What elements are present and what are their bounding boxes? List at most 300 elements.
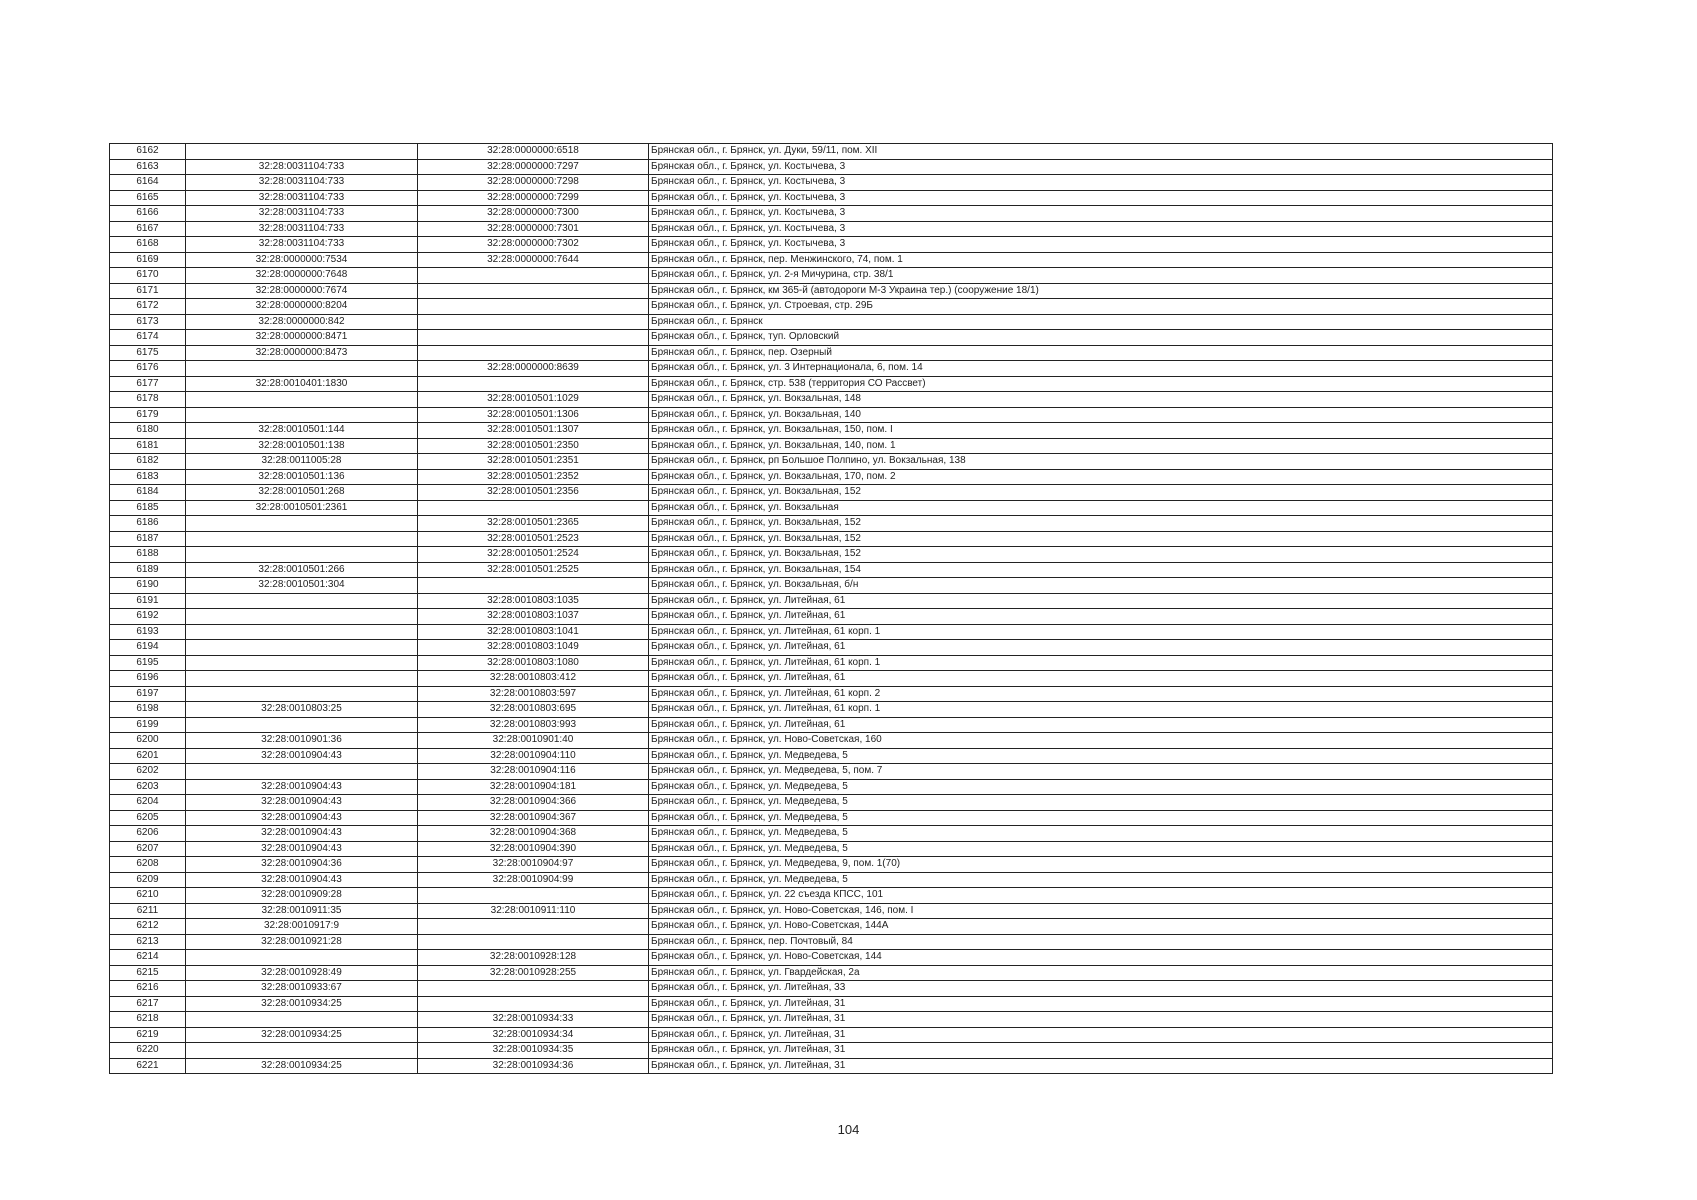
- table-row: [110, 841, 1553, 857]
- row-number-cell: 6193: [110, 624, 186, 640]
- address-cell: Брянская обл., г. Брянск, ул. Медведева, 5: [649, 841, 1553, 857]
- land-parcel-number-cell: [186, 516, 418, 532]
- object-number-cell: 32:28:0010901:40: [418, 733, 649, 749]
- address-cell: Брянская обл., г. Брянск, стр. 538 (территория СО Рассвет): [649, 376, 1553, 392]
- table-row: [110, 624, 1553, 640]
- object-number-cell: [418, 578, 649, 594]
- address-cell: Брянская обл., г. Брянск, ул. Литейная, 61 корп. 1: [649, 702, 1553, 718]
- table-row: [110, 485, 1553, 501]
- row-number-cell: 6210: [110, 888, 186, 904]
- object-number-cell: [418, 500, 649, 516]
- row-number-cell: 6199: [110, 717, 186, 733]
- address-cell: Брянская обл., г. Брянск: [649, 314, 1553, 330]
- object-number-cell: 32:28:0010904:368: [418, 826, 649, 842]
- row-number-cell: 6175: [110, 345, 186, 361]
- table-row: [110, 1027, 1553, 1043]
- object-number-cell: [418, 996, 649, 1012]
- address-cell: Брянская обл., г. Брянск, ул. Дуки, 59/11, пом. XII: [649, 144, 1553, 160]
- object-number-cell: 32:28:0010501:2351: [418, 454, 649, 470]
- address-cell: Брянская обл., г. Брянск, ул. Ново-Советская, 146, пом. I: [649, 903, 1553, 919]
- address-cell: Брянская обл., г. Брянск, ул. Ново-Советская, 144: [649, 950, 1553, 966]
- land-parcel-number-cell: 32:28:0000000:8473: [186, 345, 418, 361]
- row-number-cell: 6187: [110, 531, 186, 547]
- table-row: [110, 376, 1553, 392]
- address-cell: Брянская обл., г. Брянск, ул. Костычева, 3: [649, 159, 1553, 175]
- row-number-cell: 6211: [110, 903, 186, 919]
- object-number-cell: 32:28:0010803:1041: [418, 624, 649, 640]
- object-number-cell: 32:28:0010934:34: [418, 1027, 649, 1043]
- land-parcel-number-cell: [186, 686, 418, 702]
- land-parcel-number-cell: 32:28:0031104:733: [186, 159, 418, 175]
- land-parcel-number-cell: 32:28:0031104:733: [186, 206, 418, 222]
- table-row: [110, 996, 1553, 1012]
- land-parcel-number-cell: [186, 655, 418, 671]
- table-row: [110, 252, 1553, 268]
- object-number-cell: 32:28:0010803:695: [418, 702, 649, 718]
- address-cell: Брянская обл., г. Брянск, ул. Гвардейская, 2а: [649, 965, 1553, 981]
- table-row: [110, 764, 1553, 780]
- object-number-cell: 32:28:0000000:7301: [418, 221, 649, 237]
- table-row: [110, 640, 1553, 656]
- row-number-cell: 6166: [110, 206, 186, 222]
- land-parcel-number-cell: 32:28:0010501:136: [186, 469, 418, 485]
- land-parcel-number-cell: 32:28:0010904:43: [186, 779, 418, 795]
- address-cell: Брянская обл., г. Брянск, ул. 3 Интернационала, 6, пом. 14: [649, 361, 1553, 377]
- row-number-cell: 6203: [110, 779, 186, 795]
- object-number-cell: [418, 376, 649, 392]
- table-row: [110, 562, 1553, 578]
- land-parcel-number-cell: 32:28:0031104:733: [186, 175, 418, 191]
- land-parcel-number-cell: 32:28:0011005:28: [186, 454, 418, 470]
- object-number-cell: 32:28:0010934:35: [418, 1043, 649, 1059]
- object-number-cell: 32:28:0010904:99: [418, 872, 649, 888]
- land-parcel-number-cell: 32:28:0000000:8204: [186, 299, 418, 315]
- land-parcel-number-cell: 32:28:0031104:733: [186, 190, 418, 206]
- land-parcel-number-cell: 32:28:0010904:43: [186, 795, 418, 811]
- land-parcel-number-cell: 32:28:0010934:25: [186, 996, 418, 1012]
- land-parcel-number-cell: 32:28:0031104:733: [186, 237, 418, 253]
- row-number-cell: 6188: [110, 547, 186, 563]
- address-cell: Брянская обл., г. Брянск, ул. Костычева, 3: [649, 175, 1553, 191]
- row-number-cell: 6209: [110, 872, 186, 888]
- row-number-cell: 6183: [110, 469, 186, 485]
- address-cell: Брянская обл., г. Брянск, пер. Озерный: [649, 345, 1553, 361]
- address-cell: Брянская обл., г. Брянск, ул. Литейная, 31: [649, 996, 1553, 1012]
- table-row: [110, 1058, 1553, 1074]
- address-cell: Брянская обл., г. Брянск, ул. Литейная, 61 корп. 1: [649, 655, 1553, 671]
- address-cell: Брянская обл., г. Брянск, ул. Строевая, стр. 29Б: [649, 299, 1553, 315]
- object-number-cell: 32:28:0010501:1307: [418, 423, 649, 439]
- table-row: [110, 981, 1553, 997]
- address-cell: Брянская обл., г. Брянск, пер. Почтовый, 84: [649, 934, 1553, 950]
- land-parcel-number-cell: [186, 717, 418, 733]
- row-number-cell: 6173: [110, 314, 186, 330]
- object-number-cell: [418, 934, 649, 950]
- table-row: [110, 283, 1553, 299]
- address-cell: Брянская обл., г. Брянск, ул. Вокзальная: [649, 500, 1553, 516]
- table-row: [110, 872, 1553, 888]
- object-number-cell: 32:28:0000000:6518: [418, 144, 649, 160]
- row-number-cell: 6204: [110, 795, 186, 811]
- row-number-cell: 6190: [110, 578, 186, 594]
- table-row: [110, 655, 1553, 671]
- row-number-cell: 6162: [110, 144, 186, 160]
- address-cell: Брянская обл., г. Брянск, ул. Медведева, 5: [649, 748, 1553, 764]
- registry-table-body: [110, 144, 1553, 1074]
- table-row: [110, 221, 1553, 237]
- table-row: [110, 361, 1553, 377]
- land-parcel-number-cell: 32:28:0000000:7648: [186, 268, 418, 284]
- address-cell: Брянская обл., г. Брянск, ул. Вокзальная, 152: [649, 516, 1553, 532]
- table-row: [110, 392, 1553, 408]
- row-number-cell: 6216: [110, 981, 186, 997]
- row-number-cell: 6202: [110, 764, 186, 780]
- row-number-cell: 6178: [110, 392, 186, 408]
- object-number-cell: 32:28:0010803:412: [418, 671, 649, 687]
- address-cell: Брянская обл., г. Брянск, ул. Литейная, 33: [649, 981, 1553, 997]
- table-row: [110, 345, 1553, 361]
- land-parcel-number-cell: 32:28:0010904:43: [186, 810, 418, 826]
- land-parcel-number-cell: 32:28:0000000:842: [186, 314, 418, 330]
- object-number-cell: 32:28:0000000:7298: [418, 175, 649, 191]
- address-cell: Брянская обл., г. Брянск, ул. Медведева, 5: [649, 826, 1553, 842]
- object-number-cell: [418, 919, 649, 935]
- object-number-cell: 32:28:0010803:1037: [418, 609, 649, 625]
- row-number-cell: 6200: [110, 733, 186, 749]
- address-cell: Брянская обл., г. Брянск, ул. Литейная, 61: [649, 717, 1553, 733]
- row-number-cell: 6192: [110, 609, 186, 625]
- object-number-cell: 32:28:0010904:366: [418, 795, 649, 811]
- table-row: [110, 810, 1553, 826]
- address-cell: Брянская обл., г. Брянск, ул. Ново-Советская, 160: [649, 733, 1553, 749]
- land-parcel-number-cell: [186, 593, 418, 609]
- object-number-cell: 32:28:0000000:7644: [418, 252, 649, 268]
- address-cell: Брянская обл., г. Брянск, ул. Вокзальная, б/н: [649, 578, 1553, 594]
- table-row: [110, 903, 1553, 919]
- land-parcel-number-cell: [186, 392, 418, 408]
- table-row: [110, 454, 1553, 470]
- land-parcel-number-cell: 32:28:0000000:8471: [186, 330, 418, 346]
- address-cell: Брянская обл., г. Брянск, ул. Медведева, 5: [649, 872, 1553, 888]
- row-number-cell: 6172: [110, 299, 186, 315]
- land-parcel-number-cell: 32:28:0010904:43: [186, 872, 418, 888]
- row-number-cell: 6189: [110, 562, 186, 578]
- row-number-cell: 6168: [110, 237, 186, 253]
- table-row: [110, 407, 1553, 423]
- land-parcel-number-cell: [186, 1043, 418, 1059]
- land-parcel-number-cell: [186, 1012, 418, 1028]
- land-parcel-number-cell: [186, 764, 418, 780]
- object-number-cell: [418, 330, 649, 346]
- row-number-cell: 6167: [110, 221, 186, 237]
- land-parcel-number-cell: 32:28:0010904:43: [186, 748, 418, 764]
- land-parcel-number-cell: [186, 531, 418, 547]
- table-row: [110, 826, 1553, 842]
- land-parcel-number-cell: 32:28:0010501:304: [186, 578, 418, 594]
- address-cell: Брянская обл., г. Брянск, ул. Литейная, 61 корп. 2: [649, 686, 1553, 702]
- row-number-cell: 6205: [110, 810, 186, 826]
- table-row: [110, 733, 1553, 749]
- object-number-cell: 32:28:0010803:1080: [418, 655, 649, 671]
- land-parcel-number-cell: 32:28:0010401:1830: [186, 376, 418, 392]
- object-number-cell: 32:28:0010911:110: [418, 903, 649, 919]
- object-number-cell: 32:28:0010934:36: [418, 1058, 649, 1074]
- table-row: [110, 578, 1553, 594]
- land-parcel-number-cell: 32:28:0010917:9: [186, 919, 418, 935]
- row-number-cell: 6219: [110, 1027, 186, 1043]
- table-row: [110, 671, 1553, 687]
- row-number-cell: 6169: [110, 252, 186, 268]
- land-parcel-number-cell: 32:28:0000000:7674: [186, 283, 418, 299]
- row-number-cell: 6164: [110, 175, 186, 191]
- land-parcel-number-cell: 32:28:0010904:36: [186, 857, 418, 873]
- land-parcel-number-cell: [186, 609, 418, 625]
- object-number-cell: [418, 314, 649, 330]
- object-number-cell: [418, 345, 649, 361]
- object-number-cell: [418, 268, 649, 284]
- object-number-cell: 32:28:0010501:2523: [418, 531, 649, 547]
- row-number-cell: 6214: [110, 950, 186, 966]
- table-row: [110, 330, 1553, 346]
- address-cell: Брянская обл., г. Брянск, ул. Литейная, 61: [649, 640, 1553, 656]
- table-row: [110, 531, 1553, 547]
- cadastral-registry-table: [109, 143, 1553, 1074]
- table-row: [110, 469, 1553, 485]
- land-parcel-number-cell: 32:28:0010904:43: [186, 841, 418, 857]
- land-parcel-number-cell: 32:28:0010921:28: [186, 934, 418, 950]
- object-number-cell: 32:28:0010501:2524: [418, 547, 649, 563]
- land-parcel-number-cell: [186, 144, 418, 160]
- row-number-cell: 6180: [110, 423, 186, 439]
- address-cell: Брянская обл., г. Брянск, ул. Костычева, 3: [649, 221, 1553, 237]
- object-number-cell: 32:28:0010501:2352: [418, 469, 649, 485]
- object-number-cell: 32:28:0010904:116: [418, 764, 649, 780]
- table-row: [110, 795, 1553, 811]
- table-row: [110, 438, 1553, 454]
- table-row: [110, 175, 1553, 191]
- table-row: [110, 717, 1553, 733]
- object-number-cell: 32:28:0010501:2525: [418, 562, 649, 578]
- address-cell: Брянская обл., г. Брянск, рп Большое Полпино, ул. Вокзальная, 138: [649, 454, 1553, 470]
- address-cell: Брянская обл., г. Брянск, ул. Костычева, 3: [649, 190, 1553, 206]
- object-number-cell: 32:28:0010501:2350: [418, 438, 649, 454]
- table-row: [110, 314, 1553, 330]
- address-cell: Брянская обл., г. Брянск, ул. Вокзальная, 152: [649, 485, 1553, 501]
- address-cell: Брянская обл., г. Брянск, ул. Костычева, 3: [649, 206, 1553, 222]
- row-number-cell: 6194: [110, 640, 186, 656]
- address-cell: Брянская обл., г. Брянск, ул. Литейная, 31: [649, 1027, 1553, 1043]
- land-parcel-number-cell: [186, 671, 418, 687]
- row-number-cell: 6217: [110, 996, 186, 1012]
- object-number-cell: 32:28:0010803:1035: [418, 593, 649, 609]
- table-row: [110, 950, 1553, 966]
- table-row: [110, 206, 1553, 222]
- row-number-cell: 6208: [110, 857, 186, 873]
- row-number-cell: 6176: [110, 361, 186, 377]
- address-cell: Брянская обл., г. Брянск, ул. Костычева, 3: [649, 237, 1553, 253]
- table-row: [110, 159, 1553, 175]
- land-parcel-number-cell: [186, 361, 418, 377]
- address-cell: Брянская обл., г. Брянск, ул. Литейная, 31: [649, 1012, 1553, 1028]
- land-parcel-number-cell: 32:28:0031104:733: [186, 221, 418, 237]
- table-row: [110, 934, 1553, 950]
- land-parcel-number-cell: 32:28:0010501:138: [186, 438, 418, 454]
- address-cell: Брянская обл., г. Брянск, ул. 2-я Мичурина, стр. 38/1: [649, 268, 1553, 284]
- address-cell: Брянская обл., г. Брянск, туп. Орловский: [649, 330, 1553, 346]
- object-number-cell: 32:28:0010904:367: [418, 810, 649, 826]
- address-cell: Брянская обл., г. Брянск, км 365-й (автодороги М-3 Украина тер.) (сооружение 18/1): [649, 283, 1553, 299]
- row-number-cell: 6196: [110, 671, 186, 687]
- object-number-cell: [418, 299, 649, 315]
- address-cell: Брянская обл., г. Брянск, ул. Литейная, 61: [649, 593, 1553, 609]
- table-row: [110, 609, 1553, 625]
- land-parcel-number-cell: 32:28:0010928:49: [186, 965, 418, 981]
- address-cell: Брянская обл., г. Брянск, ул. Вокзальная, 140, пом. 1: [649, 438, 1553, 454]
- table-row: [110, 748, 1553, 764]
- row-number-cell: 6185: [110, 500, 186, 516]
- object-number-cell: 32:28:0010501:1306: [418, 407, 649, 423]
- table-row: [110, 593, 1553, 609]
- land-parcel-number-cell: 32:28:0010934:25: [186, 1058, 418, 1074]
- row-number-cell: 6191: [110, 593, 186, 609]
- table-row: [110, 919, 1553, 935]
- object-number-cell: 32:28:0010803:993: [418, 717, 649, 733]
- land-parcel-number-cell: 32:28:0010501:144: [186, 423, 418, 439]
- table-row: [110, 965, 1553, 981]
- row-number-cell: 6218: [110, 1012, 186, 1028]
- row-number-cell: 6197: [110, 686, 186, 702]
- object-number-cell: 32:28:0000000:7297: [418, 159, 649, 175]
- address-cell: Брянская обл., г. Брянск, пер. Менжинского, 74, пом. 1: [649, 252, 1553, 268]
- table-row: [110, 500, 1553, 516]
- table-row: [110, 237, 1553, 253]
- object-number-cell: 32:28:0000000:7300: [418, 206, 649, 222]
- land-parcel-number-cell: [186, 640, 418, 656]
- land-parcel-number-cell: [186, 950, 418, 966]
- row-number-cell: 6201: [110, 748, 186, 764]
- table-row: [110, 268, 1553, 284]
- row-number-cell: 6221: [110, 1058, 186, 1074]
- land-parcel-number-cell: 32:28:0000000:7534: [186, 252, 418, 268]
- row-number-cell: 6206: [110, 826, 186, 842]
- object-number-cell: 32:28:0010904:97: [418, 857, 649, 873]
- row-number-cell: 6171: [110, 283, 186, 299]
- address-cell: Брянская обл., г. Брянск, ул. Литейная, 61: [649, 671, 1553, 687]
- land-parcel-number-cell: 32:28:0010501:268: [186, 485, 418, 501]
- row-number-cell: 6179: [110, 407, 186, 423]
- table-row: [110, 779, 1553, 795]
- row-number-cell: 6207: [110, 841, 186, 857]
- row-number-cell: 6174: [110, 330, 186, 346]
- address-cell: Брянская обл., г. Брянск, ул. Медведева, 9, пом. 1(70): [649, 857, 1553, 873]
- land-parcel-number-cell: 32:28:0010934:25: [186, 1027, 418, 1043]
- land-parcel-number-cell: 32:28:0010909:28: [186, 888, 418, 904]
- object-number-cell: 32:28:0000000:7299: [418, 190, 649, 206]
- land-parcel-number-cell: 32:28:0010904:43: [186, 826, 418, 842]
- object-number-cell: 32:28:0010501:2365: [418, 516, 649, 532]
- object-number-cell: 32:28:0010501:2356: [418, 485, 649, 501]
- row-number-cell: 6195: [110, 655, 186, 671]
- row-number-cell: 6198: [110, 702, 186, 718]
- object-number-cell: 32:28:0010928:128: [418, 950, 649, 966]
- address-cell: Брянская обл., г. Брянск, ул. Литейная, 31: [649, 1058, 1553, 1074]
- land-parcel-number-cell: 32:28:0010501:266: [186, 562, 418, 578]
- object-number-cell: 32:28:0010934:33: [418, 1012, 649, 1028]
- object-number-cell: 32:28:0010803:597: [418, 686, 649, 702]
- address-cell: Брянская обл., г. Брянск, ул. Вокзальная, 170, пом. 2: [649, 469, 1553, 485]
- row-number-cell: 6170: [110, 268, 186, 284]
- address-cell: Брянская обл., г. Брянск, ул. Литейная, 61: [649, 609, 1553, 625]
- row-number-cell: 6163: [110, 159, 186, 175]
- address-cell: Брянская обл., г. Брянск, ул. Вокзальная, 152: [649, 531, 1553, 547]
- object-number-cell: 32:28:0010904:110: [418, 748, 649, 764]
- row-number-cell: 6213: [110, 934, 186, 950]
- object-number-cell: 32:28:0000000:8639: [418, 361, 649, 377]
- table-row: [110, 1012, 1553, 1028]
- row-number-cell: 6165: [110, 190, 186, 206]
- page-number: 104: [837, 1122, 860, 1137]
- table-row: [110, 702, 1553, 718]
- object-number-cell: [418, 981, 649, 997]
- object-number-cell: 32:28:0010904:390: [418, 841, 649, 857]
- row-number-cell: 6215: [110, 965, 186, 981]
- table-row: [110, 516, 1553, 532]
- table-row: [110, 190, 1553, 206]
- table-row: [110, 423, 1553, 439]
- land-parcel-number-cell: [186, 407, 418, 423]
- address-cell: Брянская обл., г. Брянск, ул. Ново-Советская, 144А: [649, 919, 1553, 935]
- land-parcel-number-cell: 32:28:0010911:35: [186, 903, 418, 919]
- address-cell: Брянская обл., г. Брянск, ул. 22 съезда КПСС, 101: [649, 888, 1553, 904]
- table-row: [110, 144, 1553, 160]
- address-cell: Брянская обл., г. Брянск, ул. Вокзальная, 152: [649, 547, 1553, 563]
- table-row: [110, 299, 1553, 315]
- address-cell: Брянская обл., г. Брянск, ул. Литейная, 61 корп. 1: [649, 624, 1553, 640]
- row-number-cell: 6220: [110, 1043, 186, 1059]
- object-number-cell: [418, 888, 649, 904]
- address-cell: Брянская обл., г. Брянск, ул. Вокзальная, 150, пом. I: [649, 423, 1553, 439]
- land-parcel-number-cell: 32:28:0010501:2361: [186, 500, 418, 516]
- table-row: [110, 1043, 1553, 1059]
- row-number-cell: 6182: [110, 454, 186, 470]
- object-number-cell: 32:28:0000000:7302: [418, 237, 649, 253]
- address-cell: Брянская обл., г. Брянск, ул. Литейная, 31: [649, 1043, 1553, 1059]
- address-cell: Брянская обл., г. Брянск, ул. Вокзальная, 140: [649, 407, 1553, 423]
- land-parcel-number-cell: [186, 547, 418, 563]
- table-row: [110, 857, 1553, 873]
- object-number-cell: [418, 283, 649, 299]
- address-cell: Брянская обл., г. Брянск, ул. Медведева, 5: [649, 779, 1553, 795]
- row-number-cell: 6212: [110, 919, 186, 935]
- row-number-cell: 6186: [110, 516, 186, 532]
- land-parcel-number-cell: [186, 624, 418, 640]
- address-cell: Брянская обл., г. Брянск, ул. Медведева, 5, пом. 7: [649, 764, 1553, 780]
- table-row: [110, 888, 1553, 904]
- row-number-cell: 6184: [110, 485, 186, 501]
- land-parcel-number-cell: 32:28:0010901:36: [186, 733, 418, 749]
- object-number-cell: 32:28:0010928:255: [418, 965, 649, 981]
- object-number-cell: 32:28:0010904:181: [418, 779, 649, 795]
- land-parcel-number-cell: 32:28:0010803:25: [186, 702, 418, 718]
- address-cell: Брянская обл., г. Брянск, ул. Медведева, 5: [649, 795, 1553, 811]
- table-row: [110, 686, 1553, 702]
- object-number-cell: 32:28:0010803:1049: [418, 640, 649, 656]
- table-row: [110, 547, 1553, 563]
- row-number-cell: 6181: [110, 438, 186, 454]
- address-cell: Брянская обл., г. Брянск, ул. Вокзальная, 154: [649, 562, 1553, 578]
- address-cell: Брянская обл., г. Брянск, ул. Вокзальная, 148: [649, 392, 1553, 408]
- address-cell: Брянская обл., г. Брянск, ул. Медведева, 5: [649, 810, 1553, 826]
